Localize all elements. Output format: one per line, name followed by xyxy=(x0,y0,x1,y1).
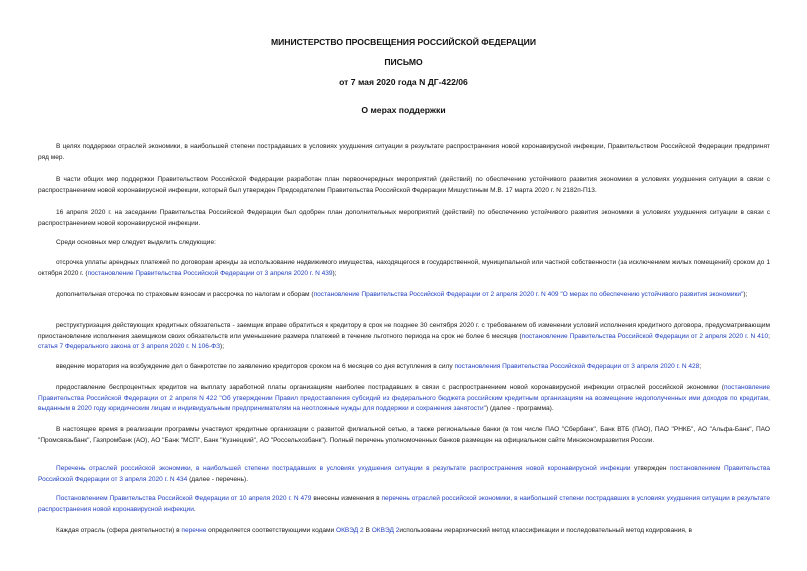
p9-link[interactable]: постановление Правительства Российской Федерации от 2 апреля N 422 "Об утверждении Правил предоставления субсидий из федерального бюджета российским кредитным организациям на возмещение недополученных ими доходов по кредитам, выданным в 2020 году юридическим лицам и индивидуальным предпринимателям на неотложные нужды для поддержки и сохранения занятости" xyxy=(38,384,770,413)
p8-end: ; xyxy=(699,363,702,370)
p9-text: предоставление беспроцентных кредитов на выплату заработной платы организациям наиболее пострадавших в связи с распространением новой коронавирусной инфекции отраслей российской экономики ( xyxy=(56,384,724,391)
p12-link-1[interactable]: Постановлением Правительства Российской Федерации от 10 апреля 2020 г. N 479 xyxy=(56,495,312,502)
document-type: ПИСЬМО xyxy=(384,57,423,67)
p6-text: дополнительная отсрочка по страховым взносам и рассрочка по налогам и сборам ( xyxy=(56,291,314,298)
p13-end: использованы иерархический метод классификации и последовательный метод кодирования, в xyxy=(399,527,693,534)
paragraph-2: В части общих мер поддержки Правительством Российской Федерации разработан план первоочередных мероприятий (действий) по обеспечению устойчивого развития экономики в условиях ухудшения ситуации в связи с распространением новой коронавирусной инфекции, который был утвержден Председателем Правительства Российской Федерации Мишустиным М.В. 17 марта 2020 г. N 2182п-П13. xyxy=(38,176,770,194)
p5-text: отсрочка уплаты арендных платежей по договорам аренды за использование недвижимого имущества, находящегося в государственной, муниципальной или частной собственности (за исключением жилых помещений) сроком до 1 октября 2020 г. ( xyxy=(38,259,770,277)
p7-end: ); xyxy=(220,343,225,351)
p12-link-2[interactable]: перечень отраслей российской экономики, в наибольшей степени пострадавших в условиях ухудшения ситуации в результате распространения новой коронавирусной инфекции xyxy=(38,495,770,513)
p13-mid-2: В xyxy=(363,527,372,534)
p5-end: ); xyxy=(332,269,337,277)
p13-link-1[interactable]: перечне xyxy=(181,527,207,534)
p8-text: введение моратория на возбуждение дел о банкротстве по заявлению кредиторов сроком на 6 месяцев со дня вступления в силу xyxy=(56,363,455,370)
p12-mid: внесены изменения в xyxy=(311,495,382,502)
p11-link-1[interactable]: Перечень отраслей российской экономики, в наибольшей степени пострадавших в условиях ухудшения ситуации в результате распространения новой коронавирусной инфекции xyxy=(56,465,631,472)
paragraph-7 xyxy=(38,321,770,353)
p7-text: реструктуризация действующих кредитных обязательств - заемщик вправе обратиться к кредитору в срок не позднее 30 сентября 2020 г. с требованием об изменении условий исполнения кредитного договора, предусматривающим приостановление исполнения заемщиком своих обязательств или уменьшение размера платежей в течение льготного периода на срок не более 6 месяцев ( xyxy=(38,322,770,340)
paragraph-3: 16 апреля 2020 г. на заседании Правительства Российской Федерации был одобрен план дополнительных мероприятий (действий) по обеспечению устойчивого развития экономики в условиях ухудшения ситуации в связи с распространением новой коронавирусной инфекции. xyxy=(38,209,770,227)
p11-link-2[interactable]: постановлением Правительства Российской Федерации от 3 апреля 2020 г. N 434 xyxy=(38,465,770,483)
paragraph-8 xyxy=(38,362,770,373)
p7-link-1[interactable]: постановление Правительства Российской Федерации от 2 апреля 2020 г. N 410 xyxy=(521,332,769,340)
paragraph-5 xyxy=(38,258,770,279)
p6-end: ); xyxy=(743,291,748,298)
p13-mid: определяется соответствующими кодами xyxy=(206,527,337,534)
p8-link[interactable]: постановления Правительства Российской Федерации от 3 апреля 2020 г. N 428 xyxy=(454,363,700,370)
paragraph-6 xyxy=(38,290,770,301)
p9-end: ) (далее - программа). xyxy=(485,405,554,413)
document-subject: О мерах поддержки xyxy=(361,105,446,115)
ministry-heading: МИНИСТЕРСТВО ПРОСВЕЩЕНИЯ РОССИЙСКОЙ ФЕДЕРАЦИИ xyxy=(270,37,537,47)
p11-end: (далее - перечень). xyxy=(187,475,249,483)
p13-link-3[interactable]: ОКВЭД 2 xyxy=(371,527,400,534)
paragraph-12 xyxy=(38,494,770,515)
document-date-number: от 7 мая 2020 года N ДГ-422/06 xyxy=(339,77,468,87)
paragraph-4: Среди основных мер следует выделить следующие: xyxy=(56,239,216,246)
p12-end: . xyxy=(193,505,196,513)
paragraph-13 xyxy=(38,526,770,537)
paragraph-10: В настоящее время в реализации программы участвуют кредитные организации с развитой филиальной сетью, а также региональные банки (в том числе ПАО "Сбербанк", Банк ВТБ (ПАО), ПАО "РНКБ", АО "Альфа-Банк", ПАО "Промсвязьбанк", Газпромбанк (АО), АО "Банк "МСП", Банк "Кузнецкий", АО "Россельхозбанк"). Полный перечень уполномоченных банков размещен на официальном сайте Минэкономразвития России. xyxy=(38,426,770,444)
paragraph-9 xyxy=(38,383,770,415)
p7-sep: ; xyxy=(768,332,770,340)
p7-link-2[interactable]: статья 7 Федерального закона от 3 апреля 2020 г. N 106-ФЗ xyxy=(38,343,221,351)
paragraph-11 xyxy=(38,464,770,485)
p6-link[interactable]: постановление Правительства Российской Федерации от 2 апреля 2020 г. N 409 "О мерах по обеспечению устойчивого развития экономики" xyxy=(313,291,744,298)
p5-link[interactable]: постановление Правительства Российской Федерации от 3 апреля 2020 г. N 439 xyxy=(87,269,333,277)
p11-mid: утвержден xyxy=(630,465,670,472)
p13-text: Каждая отрасль (сфера деятельности) в xyxy=(56,527,182,534)
p13-link-2[interactable]: ОКВЭД 2 xyxy=(336,527,364,534)
paragraph-1: В целях поддержки отраслей экономики, в наибольшей степени пострадавших в условиях ухудшения ситуации в результате распространения новой коронавирусной инфекции, Правительством Российской Федерации предпринят ряд мер. xyxy=(38,143,770,161)
